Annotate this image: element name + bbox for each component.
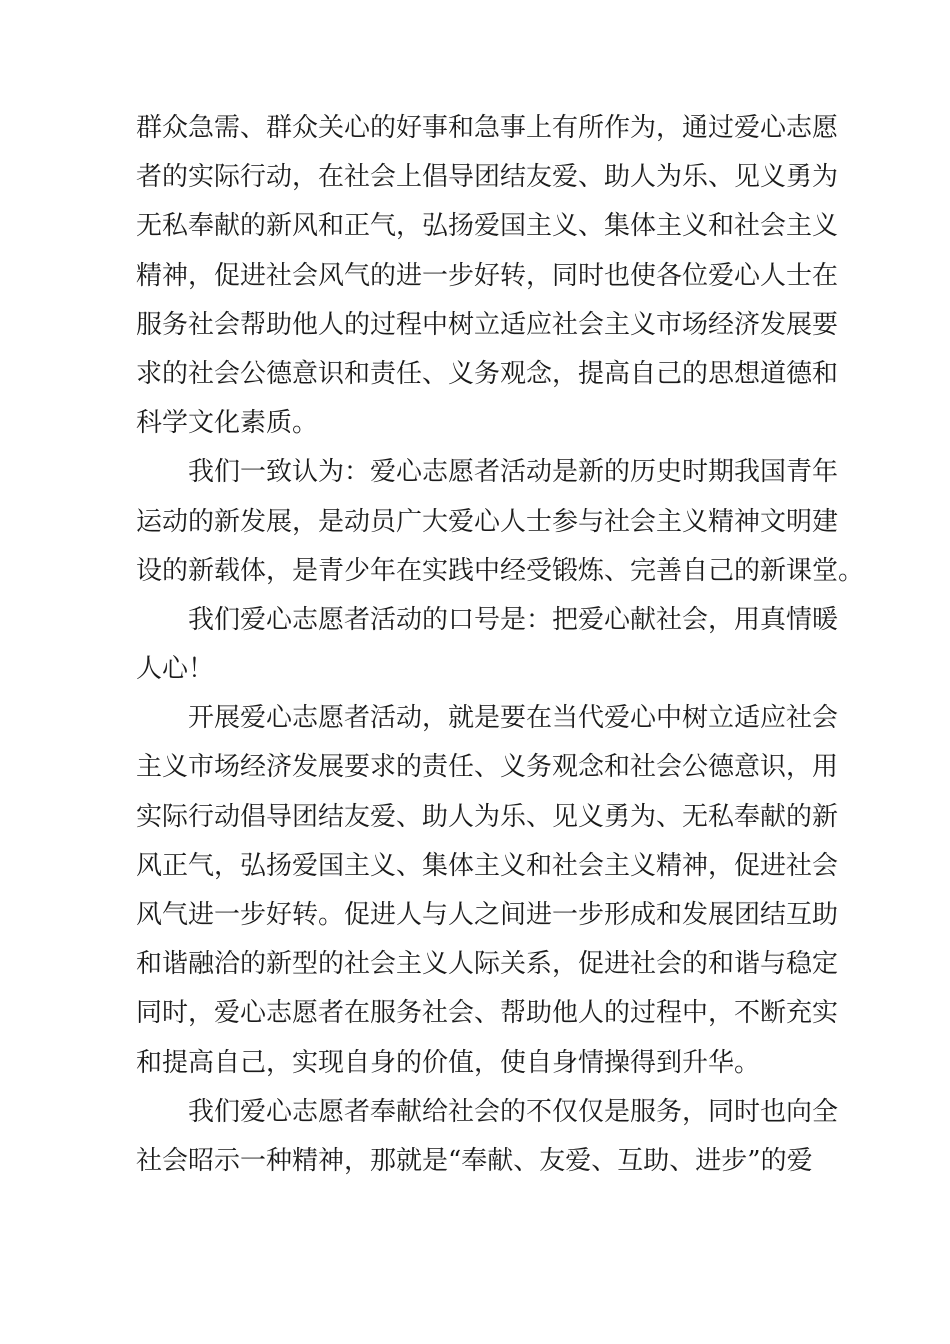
- text-line: 服务社会帮助他人的过程中树立适应社会主义市场经济发展要: [136, 309, 839, 340]
- text-line: 实际行动倡导团结友爱、助人为乐、见义勇为、无私奉献的新: [136, 801, 839, 832]
- paragraph-first-line: 我们一致认为：爱心志愿者活动是新的历史时期我国青年: [188, 457, 839, 488]
- text-line: 主义市场经济发展要求的责任、义务观念和社会公德意识，用: [136, 752, 839, 783]
- text-line: 无私奉献的新风和正气，弘扬爱国主义、集体主义和社会主义: [136, 211, 839, 242]
- text-line: 社会昭示一种精神，那就是“奉献、友爱、互助、进步”的爱: [136, 1145, 813, 1176]
- text-line: 和谐融洽的新型的社会主义人际关系，促进社会的和谐与稳定: [136, 949, 839, 980]
- text-line: 群众急需、群众关心的好事和急事上有所作为，通过爱心志愿: [136, 113, 839, 143]
- text-line: 风正气，弘扬爱国主义、集体主义和社会主义精神，促进社会: [136, 850, 839, 881]
- text-line: 人心！: [136, 654, 215, 685]
- text-line: 和提高自己，实现自身的价值，使自身情操得到升华。: [136, 1047, 761, 1078]
- text-line: 运动的新发展，是动员广大爱心人士参与社会主义精神文明建: [136, 506, 839, 537]
- paragraph-first-line: 开展爱心志愿者活动，就是要在当代爱心中树立适应社会: [188, 703, 839, 734]
- text-line: 风气进一步好转。促进人与人之间进一步形成和发展团结互助: [136, 900, 839, 930]
- text-line: 者的实际行动，在社会上倡导团结友爱、助人为乐、见义勇为: [136, 162, 839, 193]
- paragraph-first-line: 我们爱心志愿者奉献给社会的不仅仅是服务，同时也向全: [188, 1096, 839, 1127]
- text-line: 精神，促进社会风气的进一步好转，同时也使各位爱心人士在: [136, 260, 839, 291]
- body-text: [136, 104, 865, 1186]
- text-line: 同时，爱心志愿者在服务社会、帮助他人的过程中，不断充实: [136, 998, 839, 1029]
- text-line: 设的新载体，是青少年在实践中经受锻炼、完善自己的新课堂。: [136, 555, 865, 586]
- text-line: 求的社会公德意识和责任、义务观念，提高自己的思想道德和: [136, 358, 839, 389]
- paragraph-first-line: 我们爱心志愿者活动的口号是：把爱心献社会，用真情暖: [188, 604, 839, 635]
- text-line: 科学文化素质。: [136, 408, 319, 439]
